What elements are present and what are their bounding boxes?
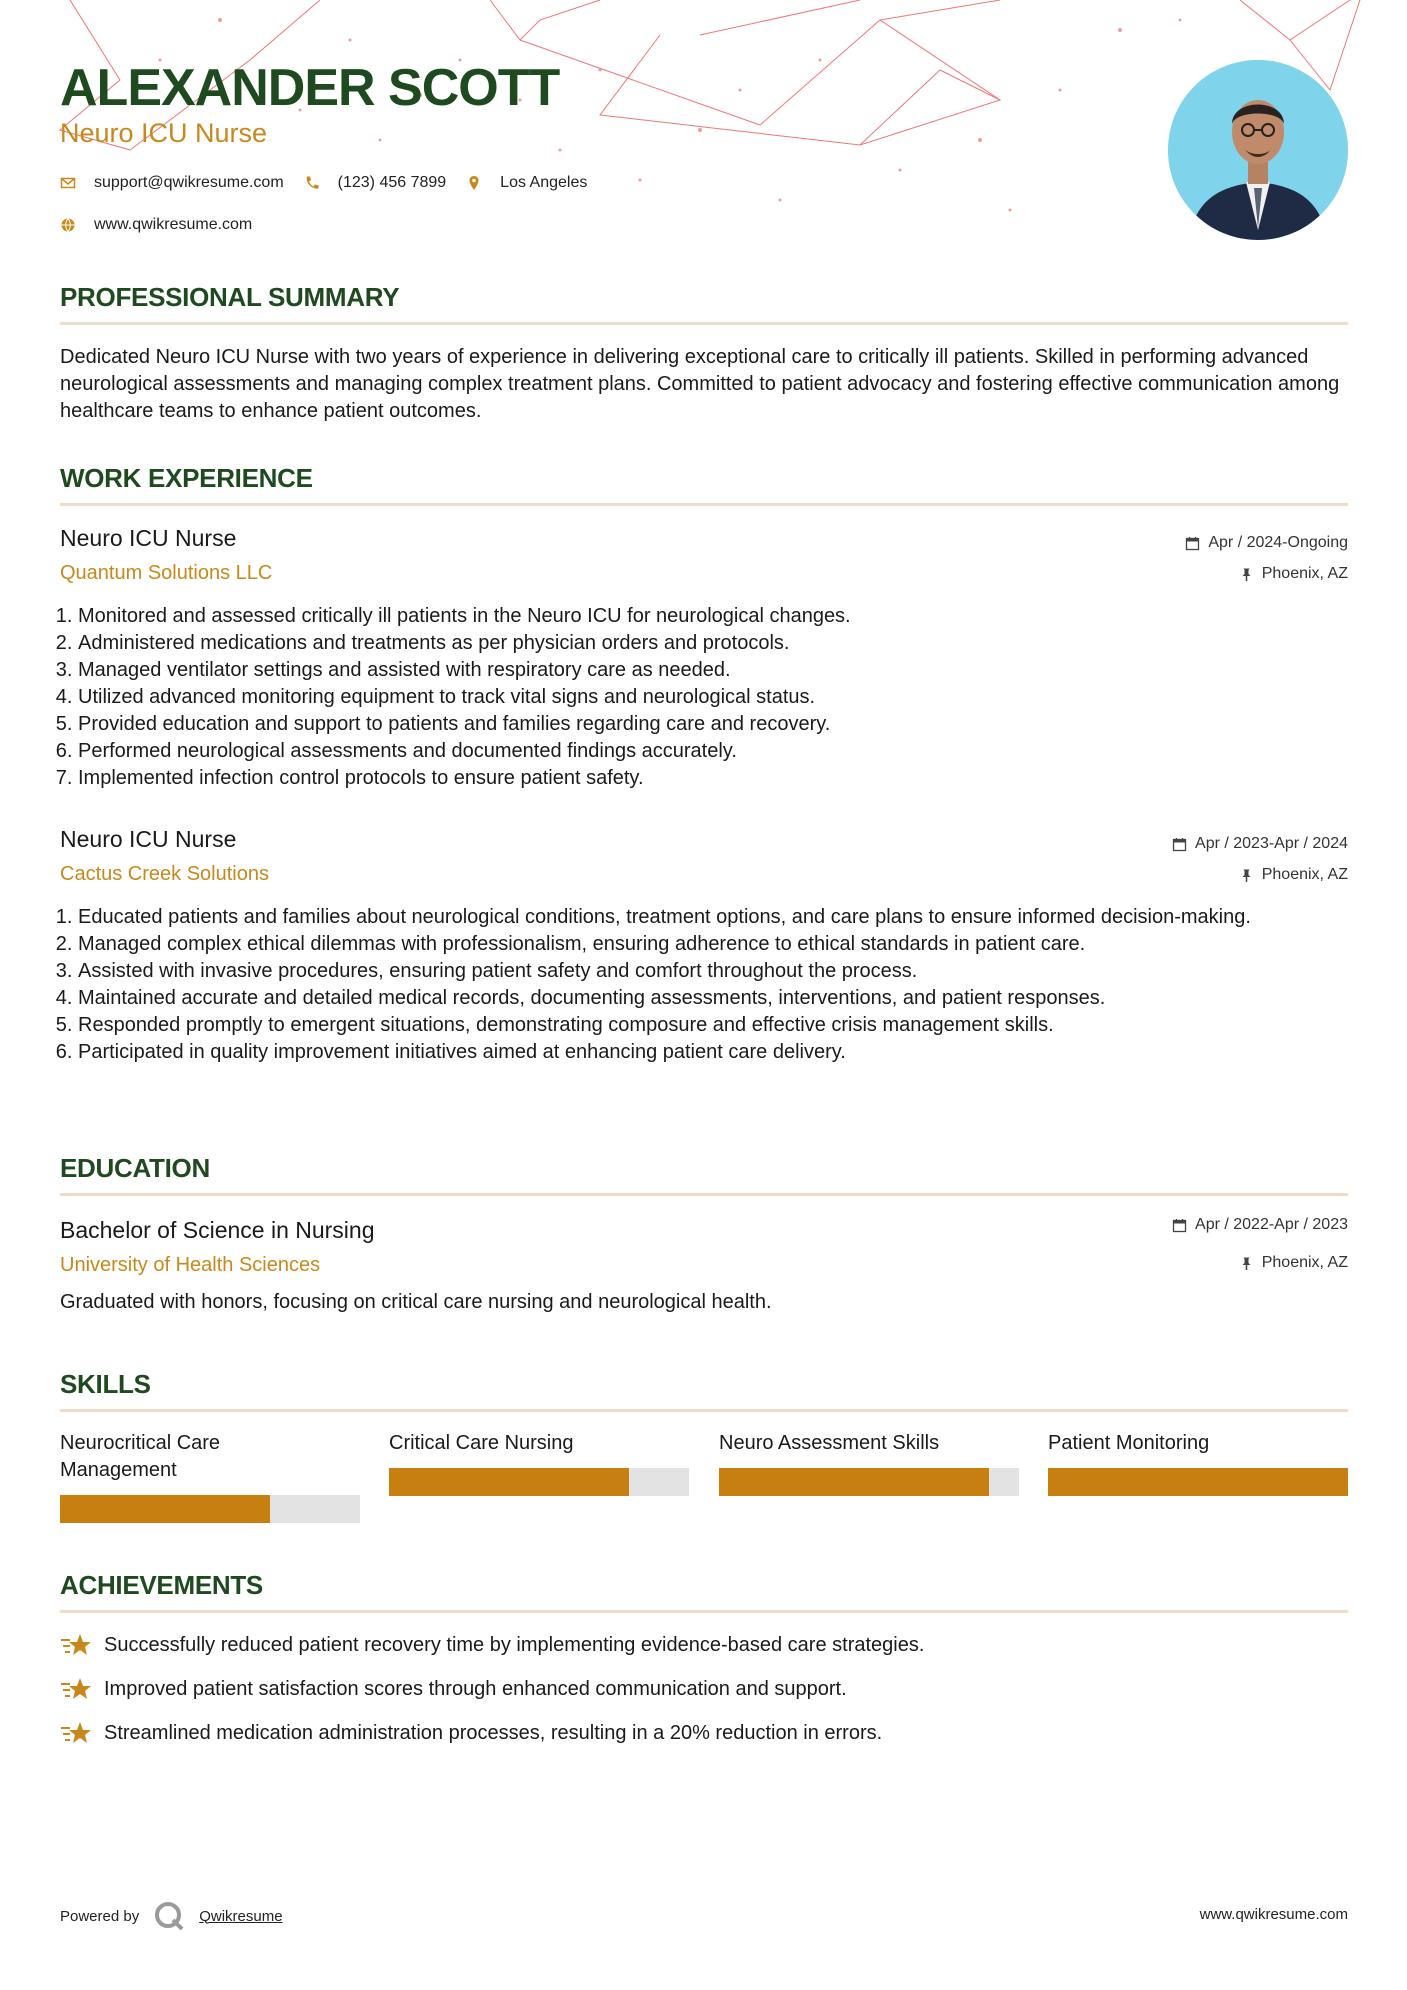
skill-bar-fill [389,1468,629,1496]
job-duty: 4. Utilized advanced monitoring equipment to track vital signs and neurological status. [78,684,1368,711]
calendar-icon [1172,837,1187,852]
skill-bar-track [1048,1468,1348,1496]
location-text: Los Angeles [500,174,588,191]
contact-website[interactable] [60,216,252,234]
school-name: University of Health Sciences [60,1254,321,1276]
company-name: Cactus Creek Solutions [60,863,269,885]
skills-heading: SKILLS [60,1369,151,1399]
calendar-icon [1185,536,1200,551]
job-duty: 1. Educated patients and families about neurological conditions, treatment options, and care plans to ensure informed decision-making. [78,904,1368,931]
qwikresume-logo-icon [153,1900,185,1932]
job-duty: 6. Performed neurological assessments and documented findings accurately. [78,738,1368,765]
job-duty: 2. Administered medications and treatments as per physician orders and protocols. [78,630,1368,657]
skill-bar-fill [1048,1468,1348,1496]
star-icon [60,1632,92,1658]
brand-link[interactable]: Qwikresume [199,1907,283,1925]
skill-bar-track [719,1468,1019,1496]
job-title: Neuro ICU Nurse [60,525,237,551]
section-divider [60,503,1348,506]
job-dates-text: Apr / 2024-Ongoing [1208,534,1348,551]
skill-name: Critical Care Nursing [389,1432,574,1454]
contact-email[interactable] [60,174,284,192]
skill-item [719,1430,1019,1457]
job-location-text: Phoenix, AZ [1261,565,1348,582]
footer-powered-by [60,1900,283,1932]
company-name: Quantum Solutions LLC [60,562,273,584]
skill-bar-fill [719,1468,989,1496]
phone-icon [304,175,320,191]
education-heading: EDUCATION [60,1153,210,1183]
job-duty: 6. Participated in quality improvement initiatives aimed at enhancing patient care delivery. [78,1039,1368,1066]
job-dates-text: Apr / 2023-Apr / 2024 [1195,835,1348,852]
job-duties-list [60,603,1368,792]
pushpin-icon [1239,567,1254,582]
job-duty: 3. Managed ventilator settings and assisted with respiratory care as needed. [78,657,1368,684]
summary-text: Dedicated Neuro ICU Nurse with two years of experience in delivering exceptional care to critically ill patients. Skilled in performing advanced neurological assessments and managing complex treatment plans. Committed to patient advocacy and fostering effective communication among healthcare teams to enhance patient outcomes. [60,346,1340,422]
skill-name: Neurocritical Care Management [60,1432,221,1481]
education-description: Graduated with honors, focusing on critical care nursing and neurological health. [60,1291,772,1313]
skill-item [389,1430,689,1457]
powered-by-text: Powered by [60,1907,140,1925]
pushpin-icon [1239,1256,1254,1271]
degree-title: Bachelor of Science in Nursing [60,1217,375,1243]
job-duty: 2. Managed complex ethical dilemmas with professionalism, ensuring adherence to ethical standards in patient care. [78,931,1368,958]
job-duty: 5. Provided education and support to patients and families regarding care and recovery. [78,711,1368,738]
skill-name: Patient Monitoring [1048,1432,1210,1454]
star-icon [60,1720,92,1746]
star-icon [60,1676,92,1702]
job-duty: 3. Assisted with invasive procedures, ensuring patient safety and comfort throughout the process. [78,958,1368,985]
skill-bar-track [389,1468,689,1496]
achievement-item [60,1632,924,1658]
experience-heading: WORK EXPERIENCE [60,463,313,493]
profile-photo [1168,60,1348,240]
achievement-item [60,1720,882,1746]
map-pin-icon [466,175,482,191]
section-divider [60,322,1348,325]
education-location-text: Phoenix, AZ [1261,1254,1348,1271]
job-dates [1172,835,1348,853]
education-dates [1172,1216,1348,1234]
skill-bar-fill [60,1495,270,1523]
globe-icon [60,217,76,233]
skill-name: Neuro Assessment Skills [719,1432,940,1454]
achievement-text: Improved patient satisfaction scores through enhanced communication and support. [104,1677,847,1700]
achievements-heading: ACHIEVEMENTS [60,1570,263,1600]
contact-phone[interactable] [304,174,447,192]
skill-item [1048,1430,1348,1457]
contact-location [466,174,587,192]
achievement-item [60,1676,847,1702]
achievement-text: Successfully reduced patient recovery time by implementing evidence-based care strategies. [104,1633,925,1656]
summary-heading: PROFESSIONAL SUMMARY [60,282,400,312]
contact-website-row [60,216,272,234]
job-dates [1185,534,1348,552]
education-dates-text: Apr / 2022-Apr / 2023 [1195,1216,1348,1233]
job-location [1239,565,1348,583]
website-text: www.qwikresume.com [94,216,253,233]
job-duty: 7. Implemented infection control protocols to ensure patient safety. [78,765,1368,792]
job-duty: 5. Responded promptly to emergent situations, demonstrating composure and effective crisis management skills. [78,1012,1368,1039]
job-title: Neuro ICU Nurse [60,826,237,852]
section-divider [60,1193,1348,1196]
skill-bar-track [60,1495,360,1523]
section-divider [60,1610,1348,1613]
education-location [1239,1254,1348,1272]
achievement-text: Streamlined medication administration processes, resulting in a 20% reduction in errors. [104,1721,883,1744]
contact-row [60,174,607,192]
job-duties-list [60,904,1368,1066]
calendar-icon [1172,1218,1187,1233]
phone-text: (123) 456 7899 [337,174,447,191]
section-divider [60,1409,1348,1412]
skill-item [60,1430,360,1484]
candidate-role: Neuro ICU Nurse [60,118,268,148]
email-text: support@qwikresume.com [94,174,284,191]
candidate-name: ALEXANDER SCOTT [60,59,560,117]
job-duty: 4. Maintained accurate and detailed medical records, documenting assessments, interventions, and patient responses. [78,985,1368,1012]
job-location [1239,866,1348,884]
footer-site-link[interactable]: www.qwikresume.com [1199,1906,1348,1923]
job-location-text: Phoenix, AZ [1261,866,1348,883]
job-duty: 1. Monitored and assessed critically ill patients in the Neuro ICU for neurological changes. [78,603,1368,630]
mail-icon [60,175,76,191]
pushpin-icon [1239,868,1254,883]
